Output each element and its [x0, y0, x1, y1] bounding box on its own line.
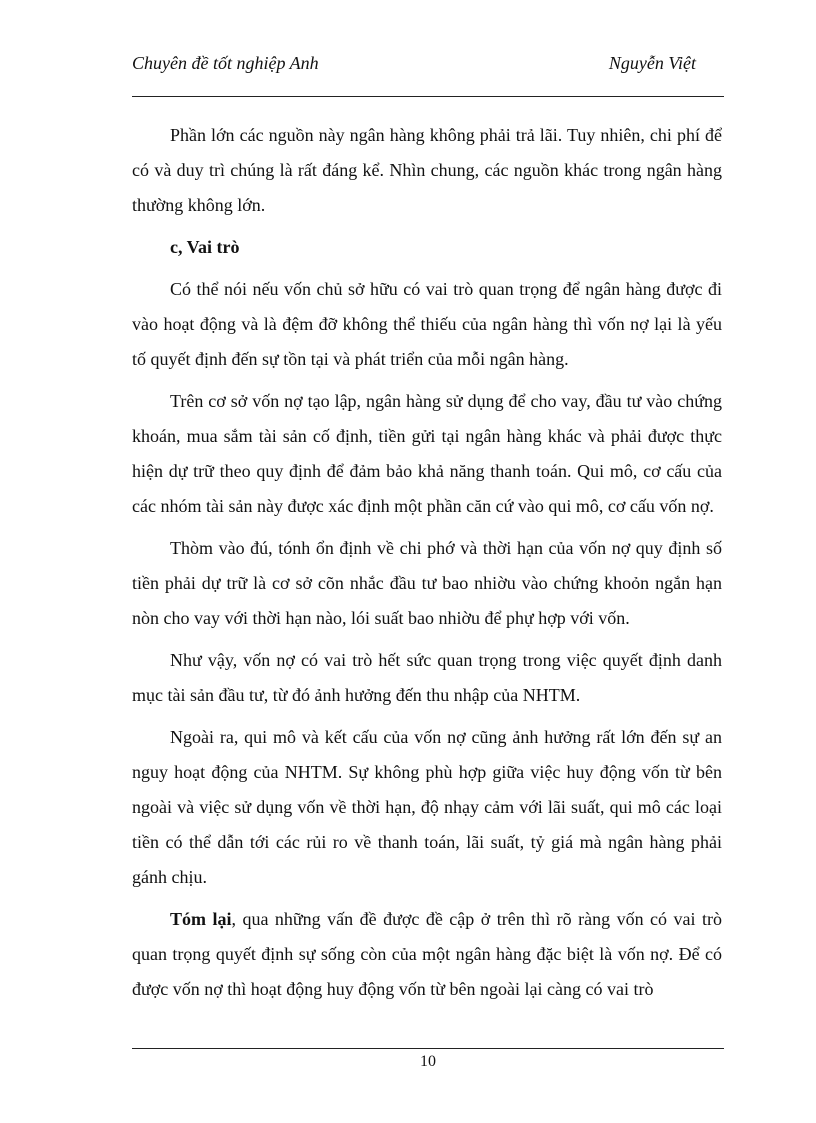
page-header [132, 52, 724, 97]
footer-divider [132, 1048, 724, 1049]
section-heading: c, Vai trò [170, 237, 240, 257]
paragraph: Ngoài ra, qui mô và kết cấu của vốn nợ cũng ảnh hưởng rất lớn đến sự an nguy hoạt động của NHTM. Sự không phù hợp giữa việc huy động vốn từ bên ngoài và việc sử dụng vốn về thời hạn, độ nhạy cảm với lãi suất, qui mô các loại tiền có thể dẫn tới các rủi ro về thanh toán, lãi suất, tỷ giá mà ngân hàng phải gánh chịu. [132, 727, 722, 887]
summary-text: , qua những vấn đề được đề cập ở trên thì rõ ràng vốn có vai trò quan trọng quyết định sự sống còn của một ngân hàng đặc biệt là vốn nợ. Để có được vốn nợ thì hoạt động huy động vốn từ bên ngoài lại càng có vai trò [132, 909, 722, 999]
paragraph: Như vậy, vốn nợ có vai trò hết sức quan trọng trong việc quyết định danh mục tài sản đầu tư, từ đó ảnh hưởng đến thu nhập của NHTM. [132, 650, 722, 705]
page-number: 10 [420, 1053, 436, 1070]
paragraph: Thòm vào đú, tónh ổn định về chi phớ và thời hạn của vốn nợ quy định số tiền phải dự trữ là cơ sở cõn nhắc đầu tư bao nhiờu vào chứng khoỏn ngắn hạn nòn cho vay với thời hạn nào, lói suất bao nhiờu để phự hợp với vốn. [132, 538, 722, 628]
header-author: Nguyễn Việt [608, 53, 696, 73]
header-document-title: Chuyên đề tốt nghiệp Anh [132, 53, 319, 73]
page-body [132, 118, 722, 1007]
paragraph-summary [132, 902, 722, 1007]
paragraph: Có thể nói nếu vốn chủ sở hữu có vai trò quan trọng để ngân hàng được đi vào hoạt động và là đệm đỡ không thể thiếu của ngân hàng thì vốn nợ lại là yếu tố quyết định đến sự tồn tại và phát triển của mỗi ngân hàng. [132, 279, 722, 369]
paragraph: Phần lớn các nguồn này ngân hàng không phải trả lãi. Tuy nhiên, chi phí để có và duy trì chúng là rất đáng kể. Nhìn chung, các nguồn khác trong ngân hàng thường không lớn. [132, 125, 722, 215]
paragraph: Trên cơ sở vốn nợ tạo lập, ngân hàng sử dụng để cho vay, đầu tư vào chứng khoán, mua sắm tài sản cố định, tiền gửi tại ngân hàng khác và phải được thực hiện dự trữ theo quy định để đảm bảo khả năng thanh toán. Qui mô, cơ cấu của các nhóm tài sản này được xác định một phần căn cứ vào qui mô, cơ cấu vốn nợ. [132, 391, 722, 516]
summary-lead: Tóm lại [170, 909, 232, 929]
